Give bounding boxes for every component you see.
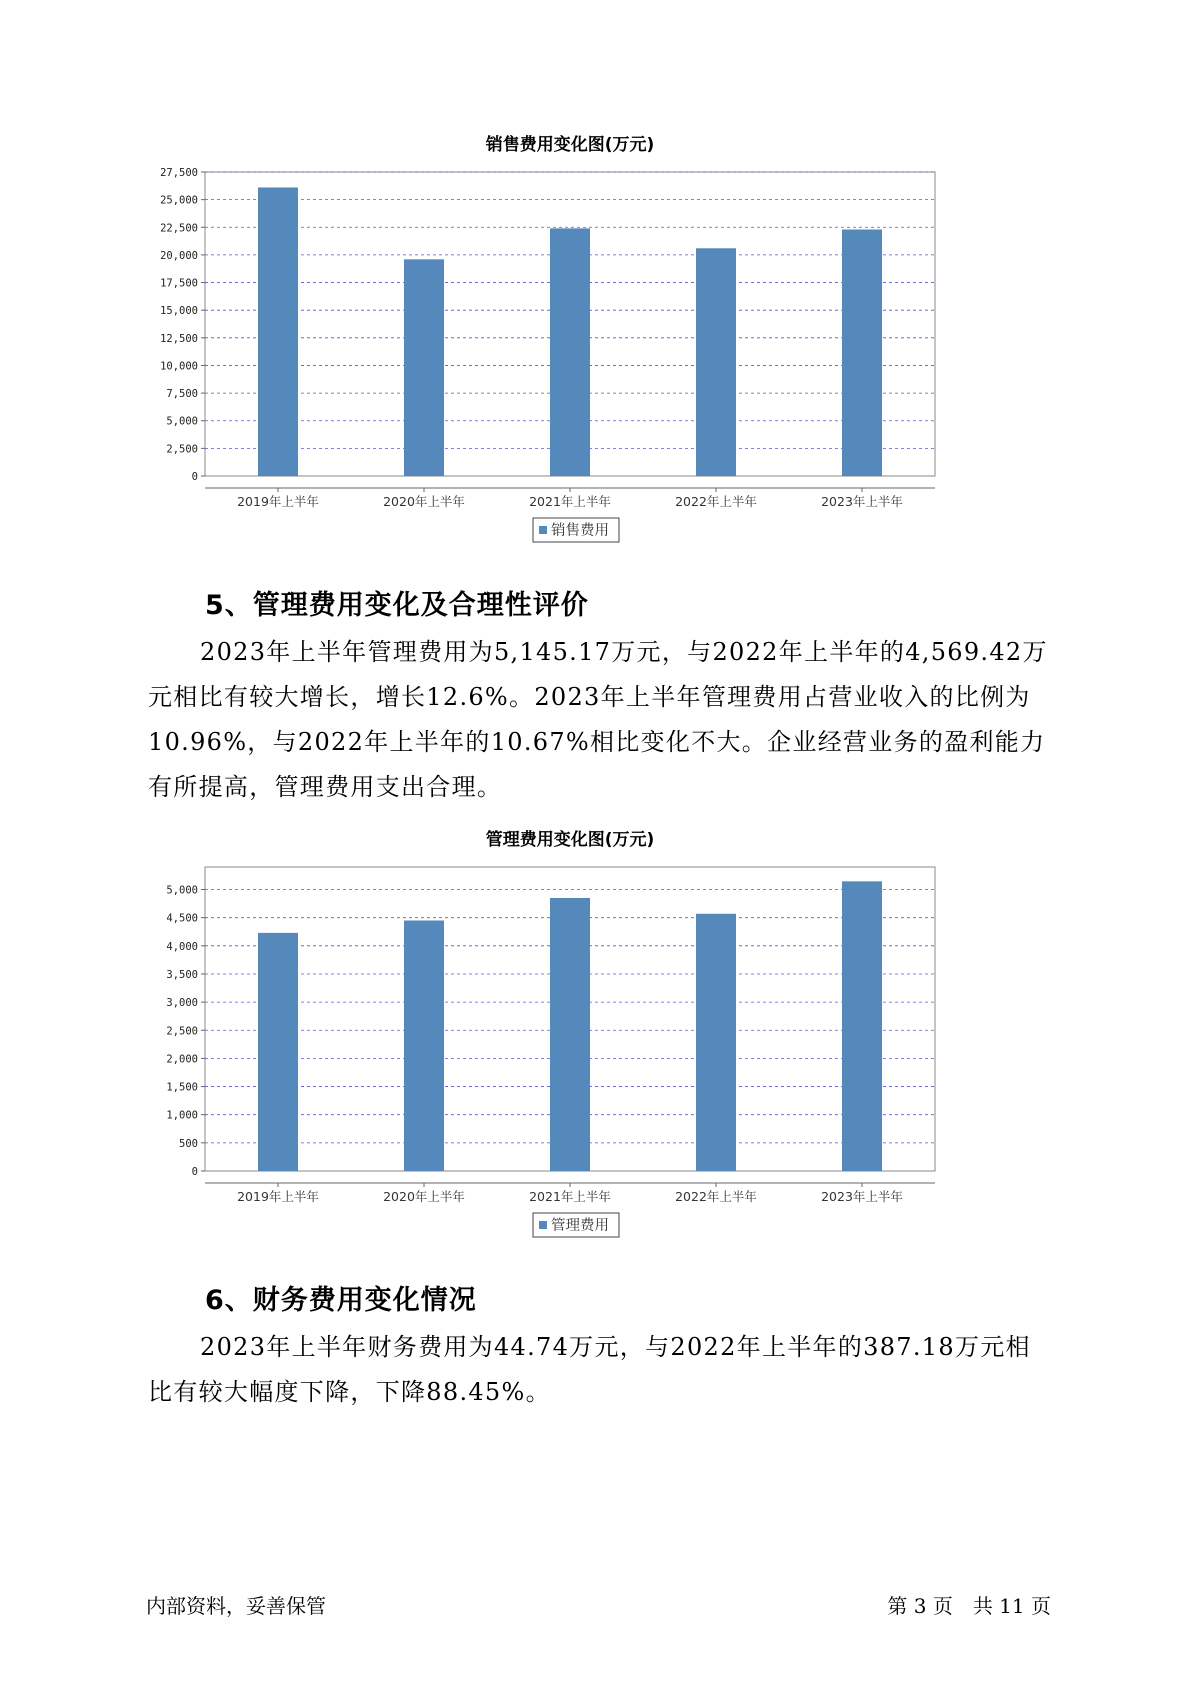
- y-tick-label: 2,500: [166, 1025, 198, 1038]
- y-tick-label: 4,500: [166, 912, 198, 925]
- y-tick-label: 1,500: [166, 1081, 198, 1094]
- section6-heading: 6、财务费用变化情况: [205, 1285, 477, 1316]
- legend-swatch: [539, 1221, 547, 1229]
- bar: [842, 881, 882, 1171]
- footer-confidential: 内部资料，妥善保管: [146, 1594, 326, 1618]
- y-tick-label: 15,000: [160, 305, 198, 318]
- x-tick-label: 2020年上半年: [383, 494, 465, 509]
- section6-paragraph: 2023年上半年财务费用为44.74万元，与2022年上半年的387.18万元相比有较大幅度下降，下降88.45%。: [148, 1333, 1031, 1406]
- x-tick-label: 2019年上半年: [237, 494, 319, 509]
- y-tick-label: 0: [191, 471, 198, 483]
- bar: [696, 248, 736, 476]
- admin-expense-chart-svg: [150, 825, 1030, 1245]
- y-tick-label: 12,500: [160, 332, 198, 345]
- y-tick-label: 1,000: [166, 1109, 198, 1122]
- footer-page-number: 第 3 页 共 11 页: [887, 1594, 1051, 1618]
- admin-expense-chart: [150, 825, 1030, 1245]
- section5-paragraph: 2023年上半年管理费用为5,145.17万元，与2022年上半年的4,569.42万元相比有较大增长，增长12.6%。2023年上半年管理费用占营业收入的比例为10.96%，与2022年上半年的10.67%相比变化不大。企业经营业务的盈利能力有所提高，管理费用支出合理。: [148, 638, 1048, 801]
- y-tick-label: 22,500: [160, 222, 198, 235]
- y-tick-label: 500: [179, 1137, 198, 1150]
- chart-title: 管理费用变化图(万元): [485, 830, 655, 850]
- x-tick-label: 2020年上半年: [383, 1189, 465, 1204]
- y-tick-label: 3,500: [166, 968, 198, 981]
- y-tick-label: 3,000: [166, 997, 198, 1010]
- chart-title: 销售费用变化图(万元): [485, 135, 655, 155]
- y-tick-label: 5,000: [166, 415, 198, 428]
- bar: [404, 259, 444, 476]
- y-tick-label: 2,500: [166, 443, 198, 456]
- y-tick-label: 0: [191, 1166, 198, 1178]
- bar: [842, 229, 882, 476]
- x-tick-label: 2021年上半年: [529, 1189, 611, 1204]
- bar: [258, 187, 298, 476]
- legend-swatch: [539, 526, 547, 534]
- legend-label: 销售费用: [551, 523, 609, 539]
- y-tick-label: 10,000: [160, 360, 198, 373]
- sales-expense-chart: [150, 130, 1030, 550]
- y-tick-label: 25,000: [160, 194, 198, 207]
- y-tick-label: 27,500: [160, 167, 198, 179]
- x-tick-label: 2022年上半年: [675, 494, 757, 509]
- legend-label: 管理费用: [551, 1218, 609, 1234]
- bar: [550, 228, 590, 476]
- y-tick-label: 7,500: [166, 388, 198, 401]
- y-tick-label: 20,000: [160, 249, 198, 262]
- bar: [696, 914, 736, 1171]
- y-tick-label: 2,000: [166, 1053, 198, 1066]
- x-tick-label: 2019年上半年: [237, 1189, 319, 1204]
- section5-heading: 5、管理费用变化及合理性评价: [205, 590, 589, 621]
- bar: [550, 898, 590, 1171]
- x-tick-label: 2022年上半年: [675, 1189, 757, 1204]
- x-tick-label: 2023年上半年: [821, 494, 903, 509]
- bar: [258, 933, 298, 1171]
- y-tick-label: 4,000: [166, 940, 198, 953]
- y-tick-label: 17,500: [160, 277, 198, 290]
- x-tick-label: 2023年上半年: [821, 1189, 903, 1204]
- y-tick-label: 5,000: [166, 884, 198, 897]
- x-tick-label: 2021年上半年: [529, 494, 611, 509]
- sales-expense-chart-svg: [150, 130, 1030, 550]
- bar: [404, 920, 444, 1171]
